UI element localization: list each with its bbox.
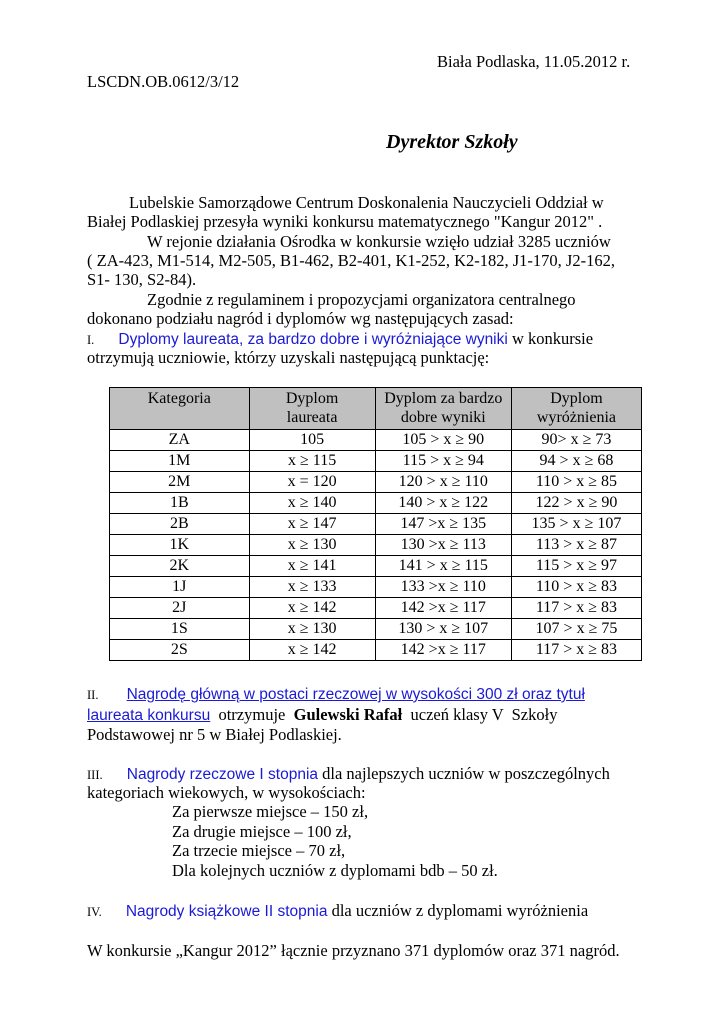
intro-line-6: Zgodnie z regulaminem i propozycjami organizatora centralnego	[147, 290, 576, 309]
prize-third: Za trzecie miejsce – 70 zł,	[172, 841, 346, 860]
prize-first: Za pierwsze miejsce – 150 zł,	[172, 802, 369, 821]
laureate-cell: x ≥ 142	[249, 598, 375, 619]
section-2-mid: otrzymuje	[210, 705, 294, 724]
very-good-cell: 105 > x ≥ 90	[375, 430, 511, 451]
section-4-numeral: IV.	[87, 905, 102, 919]
intro-line-2: Białej Podlaskiej przesyła wyniki konkursu matematycznego "Kangur 2012" .	[87, 212, 603, 231]
summary: W konkursie „Kangur 2012” łącznie przyznano 371 dyplomów oraz 371 nagród.	[87, 941, 620, 960]
laureate-cell: x ≥ 130	[249, 619, 375, 640]
distinction-cell: 94 > x ≥ 68	[511, 451, 641, 472]
laureate-cell: x ≥ 133	[249, 577, 375, 598]
distinction-cell: 117 > x ≥ 83	[511, 640, 641, 661]
table-row	[110, 598, 642, 619]
category-cell: 2K	[110, 556, 250, 577]
header-laureate: Dyplom laureata	[249, 388, 375, 430]
section-4-highlight: Nagrody książkowe II stopnia	[125, 903, 328, 920]
distinction-cell: 122 > x ≥ 90	[511, 493, 641, 514]
laureate-cell: x = 120	[249, 472, 375, 493]
section-1-line-2: otrzymują uczniowie, którzy uzyskali następującą punktację:	[87, 348, 490, 367]
scores-table	[109, 387, 642, 661]
table-row	[110, 451, 642, 472]
laureate-cell: x ≥ 130	[249, 535, 375, 556]
laureate-cell: x ≥ 141	[249, 556, 375, 577]
table-row	[110, 535, 642, 556]
section-2-line-3: Podstawowej nr 5 w Białej Podlaskiej.	[87, 725, 342, 744]
section-3-highlight: Nagrody rzeczowe I stopnia	[126, 766, 319, 783]
section-3-heading	[87, 764, 610, 784]
section-4-heading	[87, 901, 588, 921]
prize-other: Dla kolejnych uczniów z dyplomami bdb – 50 zł.	[172, 861, 498, 880]
category-cell: 2S	[110, 640, 250, 661]
laureate-cell: x ≥ 115	[249, 451, 375, 472]
section-2-highlight-1: Nagrodę główną w postaci rzeczowej w wysokości 300 zł oraz tytuł	[126, 686, 585, 703]
section-1-highlight: Dyplomy laureata, za bardzo dobre i wyróżniające wyniki	[118, 331, 508, 348]
table-row	[110, 577, 642, 598]
table-row	[110, 619, 642, 640]
table-row	[110, 514, 642, 535]
header-category: Kategoria	[110, 388, 250, 430]
table-row	[110, 472, 642, 493]
intro-line-5: S1- 130, S2-84).	[87, 270, 197, 289]
section-2-line-2	[87, 705, 557, 725]
place-date: Biała Podlaska, 11.05.2012 r.	[437, 52, 631, 71]
reference-number: LSCDN.OB.0612/3/12	[87, 72, 240, 91]
distinction-cell: 107 > x ≥ 75	[511, 619, 641, 640]
intro-line-1: Lubelskie Samorządowe Centrum Doskonalenia Nauczycieli Oddział w	[129, 193, 604, 212]
category-cell: 1B	[110, 493, 250, 514]
distinction-cell: 110 > x ≥ 85	[511, 472, 641, 493]
section-2-numeral: II.	[87, 688, 99, 702]
intro-line-7: dokonano podziału nagród i dyplomów wg następujących zasad:	[87, 309, 514, 328]
category-cell: 2J	[110, 598, 250, 619]
intro-line-4: ( ZA-423, M1-514, M2-505, B1-462, B2-401, K1-252, K2-182, J1-170, J2-162,	[87, 251, 615, 270]
section-3-rest: dla najlepszych uczniów w poszczególnych	[318, 764, 610, 783]
very-good-cell: 142 >x ≥ 117	[375, 640, 511, 661]
very-good-cell: 130 >x ≥ 113	[375, 535, 511, 556]
category-cell: 1S	[110, 619, 250, 640]
header-very-good: Dyplom za bardzo dobre wyniki	[375, 388, 511, 430]
distinction-cell: 110 > x ≥ 83	[511, 577, 641, 598]
category-cell: ZA	[110, 430, 250, 451]
section-2-rest: uczeń klasy V Szkoły	[402, 705, 558, 724]
category-cell: 1K	[110, 535, 250, 556]
section-3-numeral: III.	[87, 768, 103, 782]
very-good-cell: 115 > x ≥ 94	[375, 451, 511, 472]
very-good-cell: 140 > x ≥ 122	[375, 493, 511, 514]
section-2-highlight-2: laureata konkursu	[87, 707, 211, 724]
very-good-cell: 142 >x ≥ 117	[375, 598, 511, 619]
section-1-heading	[87, 329, 593, 349]
distinction-cell: 135 > x ≥ 107	[511, 514, 641, 535]
table-header-row	[110, 388, 642, 430]
category-cell: 1J	[110, 577, 250, 598]
distinction-cell: 115 > x ≥ 97	[511, 556, 641, 577]
very-good-cell: 141 > x ≥ 115	[375, 556, 511, 577]
section-2-heading	[87, 684, 585, 704]
section-1-numeral: I.	[87, 333, 95, 347]
section-3-line-2: kategoriach wiekowych, w wysokościach:	[87, 783, 366, 802]
prize-second: Za drugie miejsce – 100 zł,	[172, 822, 352, 841]
section-1-rest: w konkursie	[507, 329, 594, 348]
table-row	[110, 640, 642, 661]
laureate-cell: x ≥ 140	[249, 493, 375, 514]
category-cell: 2M	[110, 472, 250, 493]
table-row	[110, 493, 642, 514]
table-row	[110, 556, 642, 577]
addressee: Dyrektor Szkoły	[386, 131, 518, 153]
laureate-cell: 105	[249, 430, 375, 451]
intro-line-3: W rejonie działania Ośrodka w konkursie wzięło udział 3285 uczniów	[147, 232, 611, 251]
distinction-cell: 113 > x ≥ 87	[511, 535, 641, 556]
winner-name: Gulewski Rafał	[293, 705, 403, 724]
very-good-cell: 120 > x ≥ 110	[375, 472, 511, 493]
very-good-cell: 147 >x ≥ 135	[375, 514, 511, 535]
section-4-rest: dla uczniów z dyplomami wyróżnienia	[327, 901, 589, 920]
distinction-cell: 117 > x ≥ 83	[511, 598, 641, 619]
very-good-cell: 130 > x ≥ 107	[375, 619, 511, 640]
category-cell: 2B	[110, 514, 250, 535]
category-cell: 1M	[110, 451, 250, 472]
very-good-cell: 133 >x ≥ 110	[375, 577, 511, 598]
laureate-cell: x ≥ 142	[249, 640, 375, 661]
laureate-cell: x ≥ 147	[249, 514, 375, 535]
table-row	[110, 430, 642, 451]
distinction-cell: 90> x ≥ 73	[511, 430, 641, 451]
header-distinction: Dyplom wyróżnienia	[511, 388, 641, 430]
